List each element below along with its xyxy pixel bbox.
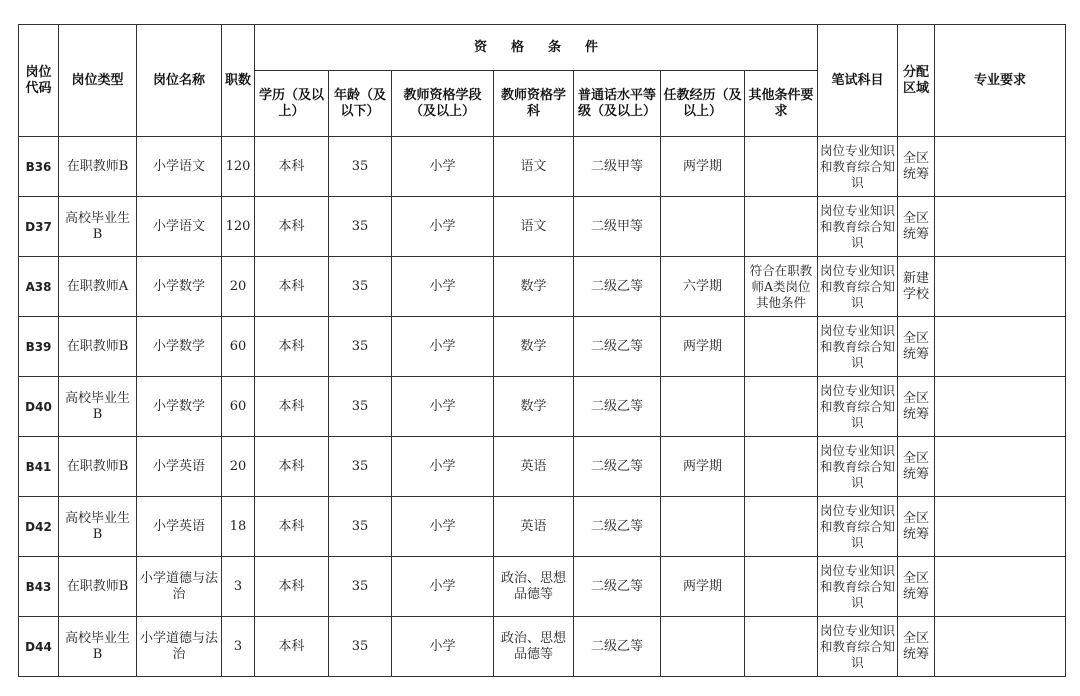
cell-type: 在职教师A — [59, 257, 137, 317]
cell-experience — [661, 617, 745, 677]
cell-cert-subject: 数学 — [494, 377, 574, 437]
cell-name: 小学语文 — [137, 137, 222, 197]
cell-experience: 两学期 — [661, 437, 745, 497]
cell-mandarin: 二级乙等 — [574, 617, 661, 677]
cell-type: 高校毕业生B — [59, 497, 137, 557]
cell-count: 60 — [222, 317, 255, 377]
cell-cert-subject: 语文 — [494, 137, 574, 197]
cell-education: 本科 — [255, 497, 329, 557]
recruitment-table-wrapper — [18, 24, 1066, 677]
cell-other — [745, 197, 818, 257]
cell-type: 高校毕业生B — [59, 377, 137, 437]
cell-cert-subject: 英语 — [494, 437, 574, 497]
cell-count: 3 — [222, 617, 255, 677]
cell-age: 35 — [329, 437, 392, 497]
cell-other — [745, 557, 818, 617]
cell-cert-subject: 政治、思想品德等 — [494, 557, 574, 617]
cell-mandarin: 二级乙等 — [574, 257, 661, 317]
cell-education: 本科 — [255, 437, 329, 497]
header-cert-subject: 教师资格学科 — [494, 71, 574, 137]
cell-type: 高校毕业生B — [59, 617, 137, 677]
cell-cert-level: 小学 — [392, 317, 494, 377]
cell-major — [935, 317, 1066, 377]
cell-other — [745, 137, 818, 197]
header-code: 岗位代码 — [19, 25, 59, 137]
cell-mandarin: 二级乙等 — [574, 317, 661, 377]
cell-education: 本科 — [255, 197, 329, 257]
cell-region: 全区统筹 — [898, 557, 935, 617]
cell-other — [745, 617, 818, 677]
table-row — [19, 257, 1066, 317]
cell-region: 全区统筹 — [898, 437, 935, 497]
cell-age: 35 — [329, 377, 392, 437]
cell-exam: 岗位专业知识和教育综合知识 — [818, 377, 898, 437]
cell-other — [745, 497, 818, 557]
cell-experience — [661, 197, 745, 257]
header-count: 职数 — [222, 25, 255, 137]
cell-code: D40 — [19, 377, 59, 437]
cell-count: 20 — [222, 257, 255, 317]
cell-other: 符合在职教师A类岗位其他条件 — [745, 257, 818, 317]
cell-age: 35 — [329, 197, 392, 257]
cell-region: 全区统筹 — [898, 197, 935, 257]
cell-other — [745, 317, 818, 377]
table-body — [19, 137, 1066, 677]
cell-mandarin: 二级甲等 — [574, 137, 661, 197]
cell-name: 小学英语 — [137, 497, 222, 557]
cell-major — [935, 557, 1066, 617]
header-age: 年龄（及以下） — [329, 71, 392, 137]
cell-region: 全区统筹 — [898, 317, 935, 377]
cell-mandarin: 二级乙等 — [574, 557, 661, 617]
cell-name: 小学道德与法治 — [137, 617, 222, 677]
cell-code: B39 — [19, 317, 59, 377]
cell-major — [935, 437, 1066, 497]
header-education: 学历（及以上） — [255, 71, 329, 137]
header-cert-level: 教师资格学段（及以上） — [392, 71, 494, 137]
table-row — [19, 617, 1066, 677]
cell-code: B43 — [19, 557, 59, 617]
cell-exam: 岗位专业知识和教育综合知识 — [818, 437, 898, 497]
cell-cert-level: 小学 — [392, 377, 494, 437]
cell-mandarin: 二级乙等 — [574, 497, 661, 557]
recruitment-table — [18, 24, 1066, 677]
cell-code: B36 — [19, 137, 59, 197]
cell-region: 全区统筹 — [898, 497, 935, 557]
cell-experience — [661, 377, 745, 437]
cell-region: 全区统筹 — [898, 137, 935, 197]
header-qualification: 资 格 条 件 — [255, 25, 818, 71]
cell-experience: 两学期 — [661, 557, 745, 617]
cell-type: 在职教师B — [59, 437, 137, 497]
cell-cert-subject: 英语 — [494, 497, 574, 557]
cell-type: 在职教师B — [59, 317, 137, 377]
header-experience: 任教经历（及以上） — [661, 71, 745, 137]
cell-code: A38 — [19, 257, 59, 317]
cell-count: 20 — [222, 437, 255, 497]
cell-cert-level: 小学 — [392, 257, 494, 317]
cell-type: 在职教师B — [59, 137, 137, 197]
cell-cert-level: 小学 — [392, 497, 494, 557]
cell-cert-level: 小学 — [392, 617, 494, 677]
cell-age: 35 — [329, 557, 392, 617]
cell-other — [745, 377, 818, 437]
cell-name: 小学语文 — [137, 197, 222, 257]
cell-cert-subject: 政治、思想品德等 — [494, 617, 574, 677]
cell-experience — [661, 497, 745, 557]
table-row — [19, 317, 1066, 377]
cell-exam: 岗位专业知识和教育综合知识 — [818, 617, 898, 677]
cell-mandarin: 二级乙等 — [574, 377, 661, 437]
cell-count: 60 — [222, 377, 255, 437]
cell-cert-level: 小学 — [392, 137, 494, 197]
table-row — [19, 377, 1066, 437]
cell-education: 本科 — [255, 137, 329, 197]
cell-other — [745, 437, 818, 497]
header-exam: 笔试科目 — [818, 25, 898, 137]
cell-cert-subject: 数学 — [494, 317, 574, 377]
cell-exam: 岗位专业知识和教育综合知识 — [818, 257, 898, 317]
cell-name: 小学数学 — [137, 257, 222, 317]
cell-name: 小学英语 — [137, 437, 222, 497]
cell-region: 全区统筹 — [898, 377, 935, 437]
cell-cert-level: 小学 — [392, 557, 494, 617]
cell-cert-level: 小学 — [392, 437, 494, 497]
cell-region: 全区统筹 — [898, 617, 935, 677]
header-type: 岗位类型 — [59, 25, 137, 137]
cell-age: 35 — [329, 137, 392, 197]
cell-code: B41 — [19, 437, 59, 497]
cell-count: 18 — [222, 497, 255, 557]
cell-age: 35 — [329, 257, 392, 317]
table-row — [19, 557, 1066, 617]
cell-name: 小学数学 — [137, 317, 222, 377]
cell-count: 120 — [222, 197, 255, 257]
cell-code: D37 — [19, 197, 59, 257]
cell-mandarin: 二级甲等 — [574, 197, 661, 257]
cell-exam: 岗位专业知识和教育综合知识 — [818, 557, 898, 617]
cell-region: 新建学校 — [898, 257, 935, 317]
table-row — [19, 197, 1066, 257]
cell-education: 本科 — [255, 617, 329, 677]
cell-education: 本科 — [255, 317, 329, 377]
header-other: 其他条件要求 — [745, 71, 818, 137]
cell-experience: 六学期 — [661, 257, 745, 317]
cell-education: 本科 — [255, 257, 329, 317]
cell-age: 35 — [329, 497, 392, 557]
cell-age: 35 — [329, 617, 392, 677]
cell-exam: 岗位专业知识和教育综合知识 — [818, 197, 898, 257]
cell-major — [935, 137, 1066, 197]
header-mandarin: 普通话水平等级（及以上） — [574, 71, 661, 137]
cell-major — [935, 617, 1066, 677]
cell-exam: 岗位专业知识和教育综合知识 — [818, 497, 898, 557]
cell-major — [935, 197, 1066, 257]
cell-education: 本科 — [255, 557, 329, 617]
cell-major — [935, 257, 1066, 317]
cell-name: 小学道德与法治 — [137, 557, 222, 617]
table-row — [19, 437, 1066, 497]
header-region: 分配区域 — [898, 25, 935, 137]
cell-cert-subject: 数学 — [494, 257, 574, 317]
cell-type: 高校毕业生B — [59, 197, 137, 257]
header-major: 专业要求 — [935, 25, 1066, 137]
cell-count: 3 — [222, 557, 255, 617]
cell-code: D44 — [19, 617, 59, 677]
cell-experience: 两学期 — [661, 137, 745, 197]
cell-count: 120 — [222, 137, 255, 197]
header-row-1 — [19, 25, 1066, 71]
cell-major — [935, 497, 1066, 557]
header-name: 岗位名称 — [137, 25, 222, 137]
cell-cert-subject: 语文 — [494, 197, 574, 257]
cell-code: D42 — [19, 497, 59, 557]
cell-exam: 岗位专业知识和教育综合知识 — [818, 137, 898, 197]
cell-cert-level: 小学 — [392, 197, 494, 257]
cell-experience: 两学期 — [661, 317, 745, 377]
cell-age: 35 — [329, 317, 392, 377]
cell-type: 在职教师B — [59, 557, 137, 617]
cell-major — [935, 377, 1066, 437]
cell-mandarin: 二级乙等 — [574, 437, 661, 497]
cell-name: 小学数学 — [137, 377, 222, 437]
cell-education: 本科 — [255, 377, 329, 437]
cell-exam: 岗位专业知识和教育综合知识 — [818, 317, 898, 377]
table-row — [19, 137, 1066, 197]
table-row — [19, 497, 1066, 557]
